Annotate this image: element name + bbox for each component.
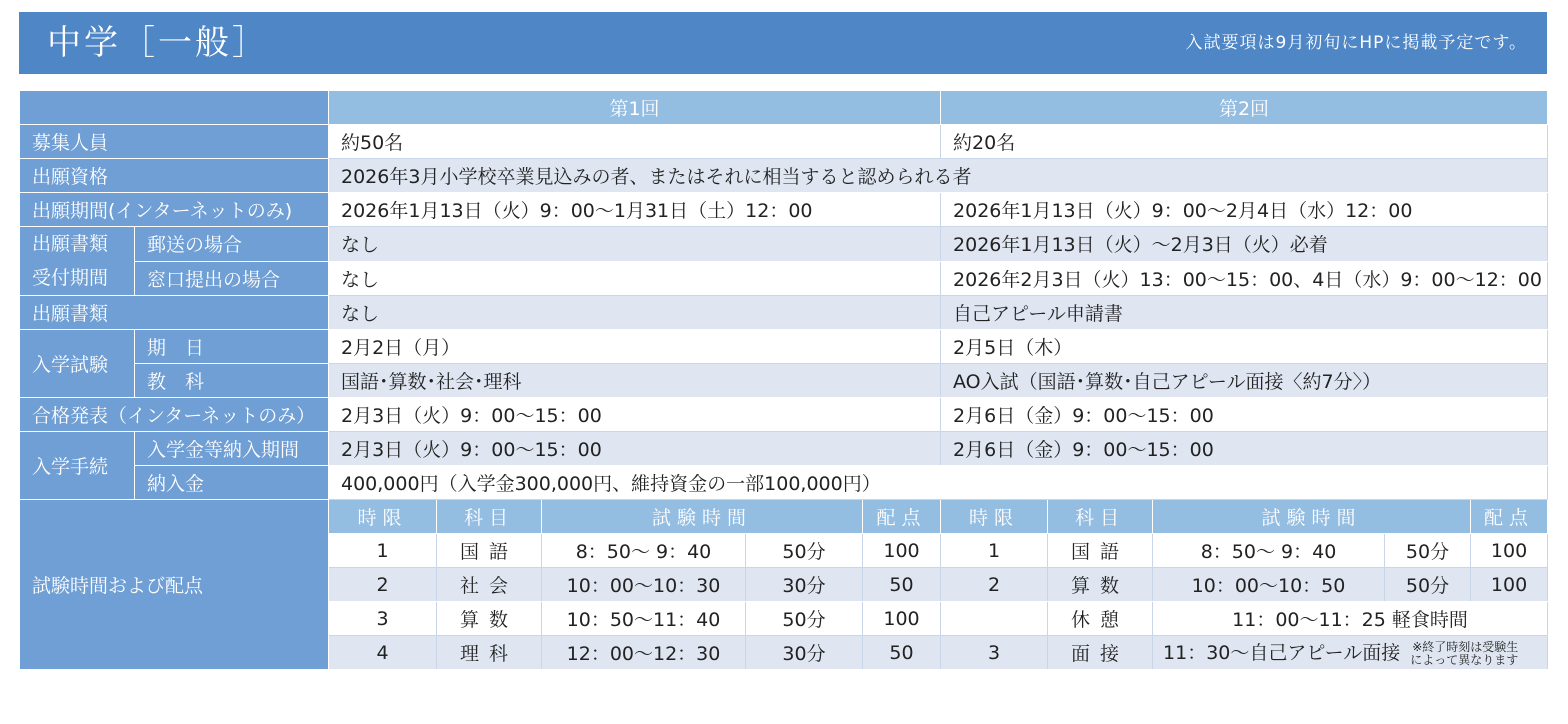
qualification-label: 出願資格 [20, 159, 329, 193]
r1-time: 12：00～12：30 [542, 636, 746, 670]
schedule-label: 試験時間および配点 [20, 500, 329, 670]
reception-window-r1: なし [329, 261, 941, 296]
qualification-row [20, 159, 1548, 193]
reception-label [20, 227, 135, 296]
r2-points: 100 [1471, 568, 1548, 602]
period-r2: 2026年1月13日（火）9：00～2月4日（水）12：00 [941, 193, 1548, 227]
payment-label: 納入金 [135, 466, 329, 500]
interview-note-line2: によって異なります [1410, 652, 1519, 667]
r1-points: 100 [863, 602, 941, 636]
schedule-header-row [20, 500, 1548, 534]
r1-time: 10：50～11：40 [542, 602, 746, 636]
procedure-label: 入学手続 [20, 432, 135, 500]
admission-table [19, 90, 1548, 670]
payment-period-r1: 2月3日（火）9：00～15：00 [329, 432, 941, 466]
exam-subjects-r2: AO入試（国語･算数･自己アピール面接〈約7分〉） [941, 364, 1548, 398]
recruit-r2: 約20名 [941, 125, 1548, 159]
payment-period-label: 入学金等納入期間 [135, 432, 329, 466]
reception-mail-row [20, 227, 1548, 262]
payment-row [20, 466, 1548, 500]
exam-subjects-row [20, 364, 1548, 398]
r1-minutes: 30分 [746, 568, 863, 602]
exam-date-r1: 2月2日（月） [329, 330, 941, 364]
schedule-r2-subject-header: 科目 [1048, 500, 1153, 534]
exam-date-row [20, 330, 1548, 364]
schedule-r2-period-header: 時限 [941, 500, 1048, 534]
page-title: 中学［一般］ [47, 23, 269, 63]
round1-header: 第1回 [329, 91, 941, 125]
r1-points: 50 [863, 636, 941, 670]
r2-subject: 休憩 [1048, 602, 1153, 636]
interview-note [1410, 641, 1518, 667]
r1-time: 10：00～10：30 [542, 568, 746, 602]
reception-window-label: 窓口提出の場合 [135, 261, 329, 296]
r2-minutes: 50分 [1385, 534, 1471, 568]
r1-period: 3 [329, 602, 437, 636]
r2-subject: 面接 [1048, 636, 1153, 670]
result-r2: 2月6日（金）9：00～15：00 [941, 398, 1548, 432]
r1-period: 2 [329, 568, 437, 602]
r2-period: 2 [941, 568, 1048, 602]
period-row [20, 193, 1548, 227]
documents-row [20, 296, 1548, 330]
period-r1: 2026年1月13日（火）9：00～1月31日（土）12：00 [329, 193, 941, 227]
reception-mail-r2: 2026年1月13日（火）～2月3日（火）必着 [941, 227, 1548, 262]
reception-mail-label: 郵送の場合 [135, 227, 329, 262]
period-label: 出願期間(インターネットのみ) [20, 193, 329, 227]
r2-time: 10：00～10：50 [1153, 568, 1385, 602]
reception-window-row [20, 261, 1548, 296]
documents-label: 出願書類 [20, 296, 329, 330]
schedule-r1-period-header: 時限 [329, 500, 437, 534]
schedule-r1-subject-header: 科目 [437, 500, 542, 534]
schedule-r2-points-header: 配点 [1471, 500, 1548, 534]
reception-label-line1: 出願書類 [32, 233, 109, 255]
recruit-label: 募集人員 [20, 125, 329, 159]
r2-period: 3 [941, 636, 1048, 670]
exam-date-label: 期 日 [135, 330, 329, 364]
r1-period: 1 [329, 534, 437, 568]
r1-minutes: 50分 [746, 602, 863, 636]
interview-note-line1: ※終了時刻は受験生 [1412, 639, 1519, 654]
documents-r2: 自己アピール申請書 [941, 296, 1548, 330]
r1-period: 4 [329, 636, 437, 670]
corner-cell [20, 91, 329, 125]
reception-mail-r1: なし [329, 227, 941, 262]
recruit-row [20, 125, 1548, 159]
header-row [20, 91, 1548, 125]
exam-subjects-label: 教 科 [135, 364, 329, 398]
r2-subject: 国語 [1048, 534, 1153, 568]
exam-date-r2: 2月5日（木） [941, 330, 1548, 364]
payment-period-r2: 2月6日（金）9：00～15：00 [941, 432, 1548, 466]
result-label: 合格発表（インターネットのみ） [20, 398, 329, 432]
reception-label-line2: 受付期間 [32, 267, 109, 289]
r1-minutes: 30分 [746, 636, 863, 670]
round2-header: 第2回 [941, 91, 1548, 125]
banner-note: 入試要項は9月初旬にHPに掲載予定です。 [1185, 33, 1527, 53]
interview-time-text: 11：30～自己アピール面接 [1163, 642, 1401, 665]
qualification-value: 2026年3月小学校卒業見込みの者、またはそれに相当すると認められる者 [329, 159, 1548, 193]
result-row [20, 398, 1548, 432]
exam-label: 入学試験 [20, 330, 135, 398]
result-r1: 2月3日（火）9：00～15：00 [329, 398, 941, 432]
r2-interview-time [1153, 636, 1548, 670]
schedule-r2-time-header: 試験時間 [1153, 500, 1471, 534]
r2-period [941, 602, 1048, 636]
payment-period-row [20, 432, 1548, 466]
schedule-r1-time-header: 試験時間 [542, 500, 863, 534]
r2-time: 8：50～ 9：40 [1153, 534, 1385, 568]
r1-time: 8：50～ 9：40 [542, 534, 746, 568]
r1-subject: 算数 [437, 602, 542, 636]
page-banner [19, 12, 1547, 74]
reception-window-r2: 2026年2月3日（火）13：00～15：00、4日（水）9：00～12：00 [941, 261, 1548, 296]
r1-subject: 社会 [437, 568, 542, 602]
r2-break-time: 11：00～11：25 軽食時間 [1153, 602, 1548, 636]
r2-period: 1 [941, 534, 1048, 568]
r2-minutes: 50分 [1385, 568, 1471, 602]
r1-points: 100 [863, 534, 941, 568]
r1-points: 50 [863, 568, 941, 602]
r1-minutes: 50分 [746, 534, 863, 568]
payment-value: 400,000円（入学金300,000円、維持資金の一部100,000円） [329, 466, 1548, 500]
r1-subject: 国語 [437, 534, 542, 568]
schedule-r1-points-header: 配点 [863, 500, 941, 534]
documents-r1: なし [329, 296, 941, 330]
r1-subject: 理科 [437, 636, 542, 670]
r2-points: 100 [1471, 534, 1548, 568]
recruit-r1: 約50名 [329, 125, 941, 159]
exam-subjects-r1: 国語･算数･社会･理科 [329, 364, 941, 398]
r2-subject: 算数 [1048, 568, 1153, 602]
